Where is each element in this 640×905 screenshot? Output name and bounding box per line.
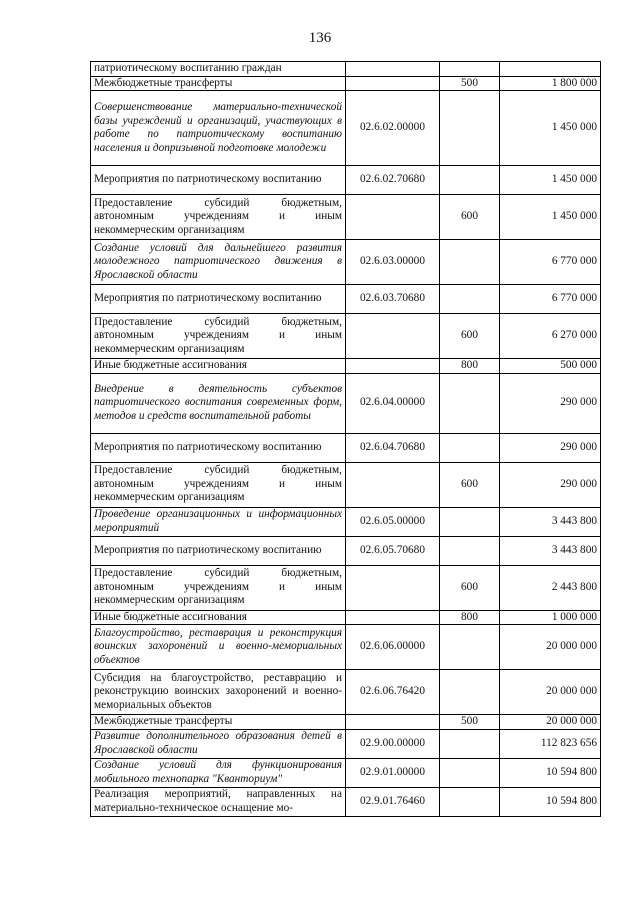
row-type-cell (440, 373, 500, 433)
row-code-cell: 02.6.04.00000 (346, 373, 440, 433)
row-sum-cell: 1 450 000 (500, 166, 601, 195)
row-type-cell (440, 91, 500, 166)
row-code-cell (346, 195, 440, 240)
row-name-cell: Реализация мероприятий, направленных на материально-техническое оснащение мо- (91, 787, 346, 816)
table-row (91, 610, 601, 625)
row-sum-cell: 1 450 000 (500, 91, 601, 166)
row-type-cell: 500 (440, 76, 500, 91)
row-code-cell: 02.6.02.70680 (346, 166, 440, 195)
row-name-cell: Благоустройство, реставрация и реконструкция воинских захоронений и военно-мемориальных объектов (91, 625, 346, 670)
row-name-cell: Внедрение в деятельность субъектов патриотического воспитания современных форм, методов и средств воспитательной работы (91, 373, 346, 433)
row-type-cell: 600 (440, 195, 500, 240)
row-sum-cell: 1 800 000 (500, 76, 601, 91)
row-type-cell (440, 507, 500, 536)
row-name-cell: Создание условий для дальнейшего развития молодежного патриотического движения в Ярославской области (91, 240, 346, 285)
row-code-cell: 02.9.01.00000 (346, 758, 440, 787)
row-name-cell: Иные бюджетные ассигнования (91, 610, 346, 625)
row-code-cell: 02.6.02.00000 (346, 91, 440, 166)
row-name-cell: Проведение организационных и информационных мероприятий (91, 507, 346, 536)
row-sum-cell: 290 000 (500, 462, 601, 507)
row-code-cell (346, 565, 440, 610)
table-row (91, 373, 601, 433)
row-name-cell: патриотическому воспитанию граждан (91, 62, 346, 77)
row-sum-cell: 20 000 000 (500, 670, 601, 715)
row-code-cell: 02.6.06.00000 (346, 625, 440, 670)
table-row (91, 507, 601, 536)
row-sum-cell: 2 443 800 (500, 565, 601, 610)
row-name-cell: Межбюджетные трансферты (91, 715, 346, 730)
row-code-cell: 02.6.06.76420 (346, 670, 440, 715)
row-name-cell: Предоставление субсидий бюджетным, автономным учреждениям и иным некоммерческим организациям (91, 195, 346, 240)
row-type-cell (440, 285, 500, 314)
table-row (91, 285, 601, 314)
table-row (91, 758, 601, 787)
table-row (91, 166, 601, 195)
row-sum-cell: 1 000 000 (500, 610, 601, 625)
row-name-cell: Предоставление субсидий бюджетным, автономным учреждениям и иным некоммерческим организациям (91, 565, 346, 610)
row-type-cell: 600 (440, 565, 500, 610)
row-code-cell: 02.9.01.76460 (346, 787, 440, 816)
row-type-cell (440, 166, 500, 195)
row-name-cell: Совершенствование материально-технической базы учреждений и организаций, участвующих в работе по патриотическому воспитанию населения и допризывной подготовке молодежи (91, 91, 346, 166)
table-row (91, 433, 601, 462)
row-type-cell (440, 536, 500, 565)
row-name-cell: Мероприятия по патриотическому воспитанию (91, 433, 346, 462)
table-row (91, 91, 601, 166)
row-sum-cell: 290 000 (500, 373, 601, 433)
table-row (91, 359, 601, 374)
table-row (91, 76, 601, 91)
row-sum-cell: 6 270 000 (500, 314, 601, 359)
row-type-cell (440, 670, 500, 715)
table-row (91, 195, 601, 240)
row-name-cell: Мероприятия по патриотическому воспитанию (91, 285, 346, 314)
row-type-cell (440, 729, 500, 758)
row-name-cell: Иные бюджетные ассигнования (91, 359, 346, 374)
row-name-cell: Предоставление субсидий бюджетным, автономным учреждениям и иным некоммерческим организациям (91, 314, 346, 359)
row-code-cell (346, 610, 440, 625)
table-row (91, 462, 601, 507)
row-name-cell: Развитие дополнительного образования детей в Ярославской области (91, 729, 346, 758)
row-sum-cell: 290 000 (500, 433, 601, 462)
row-name-cell: Предоставление субсидий бюджетным, автономным учреждениям и иным некоммерческим организациям (91, 462, 346, 507)
row-sum-cell: 6 770 000 (500, 240, 601, 285)
row-type-cell: 800 (440, 610, 500, 625)
row-name-cell: Межбюджетные трансферты (91, 76, 346, 91)
table-row (91, 314, 601, 359)
row-type-cell (440, 433, 500, 462)
row-sum-cell: 3 443 800 (500, 507, 601, 536)
row-code-cell: 02.6.05.00000 (346, 507, 440, 536)
row-code-cell (346, 462, 440, 507)
row-code-cell: 02.6.03.00000 (346, 240, 440, 285)
row-type-cell (440, 62, 500, 77)
row-code-cell (346, 359, 440, 374)
row-sum-cell: 20 000 000 (500, 625, 601, 670)
row-name-cell: Мероприятия по патриотическому воспитанию (91, 536, 346, 565)
table-row (91, 62, 601, 77)
table-row (91, 625, 601, 670)
row-sum-cell: 500 000 (500, 359, 601, 374)
row-name-cell: Мероприятия по патриотическому воспитанию (91, 166, 346, 195)
row-code-cell (346, 715, 440, 730)
row-code-cell: 02.6.03.70680 (346, 285, 440, 314)
row-code-cell (346, 314, 440, 359)
budget-table (90, 61, 601, 817)
table-row (91, 565, 601, 610)
row-sum-cell: 1 450 000 (500, 195, 601, 240)
row-type-cell (440, 758, 500, 787)
row-type-cell (440, 240, 500, 285)
row-sum-cell: 10 594 800 (500, 787, 601, 816)
row-code-cell (346, 62, 440, 77)
row-sum-cell (500, 62, 601, 77)
table-row (91, 729, 601, 758)
row-sum-cell: 10 594 800 (500, 758, 601, 787)
table-row (91, 715, 601, 730)
row-code-cell: 02.6.04.70680 (346, 433, 440, 462)
row-sum-cell: 3 443 800 (500, 536, 601, 565)
page-number: 136 (308, 30, 332, 46)
budget-table-body (91, 62, 601, 817)
row-type-cell: 600 (440, 314, 500, 359)
row-name-cell: Субсидия на благоустройство, реставрацию и реконструкцию воинских захоронений и военно-мемориальных объектов (91, 670, 346, 715)
row-type-cell: 500 (440, 715, 500, 730)
table-row (91, 240, 601, 285)
row-code-cell: 02.6.05.70680 (346, 536, 440, 565)
table-row (91, 536, 601, 565)
row-name-cell: Создание условий для функционирования мобильного технопарка "Кванториум" (91, 758, 346, 787)
row-type-cell (440, 787, 500, 816)
row-type-cell: 600 (440, 462, 500, 507)
row-code-cell: 02.9.00.00000 (346, 729, 440, 758)
row-type-cell: 800 (440, 359, 500, 374)
row-type-cell (440, 625, 500, 670)
row-sum-cell: 112 823 656 (500, 729, 601, 758)
row-sum-cell: 20 000 000 (500, 715, 601, 730)
row-code-cell (346, 76, 440, 91)
table-row (91, 670, 601, 715)
table-row (91, 787, 601, 816)
row-sum-cell: 6 770 000 (500, 285, 601, 314)
